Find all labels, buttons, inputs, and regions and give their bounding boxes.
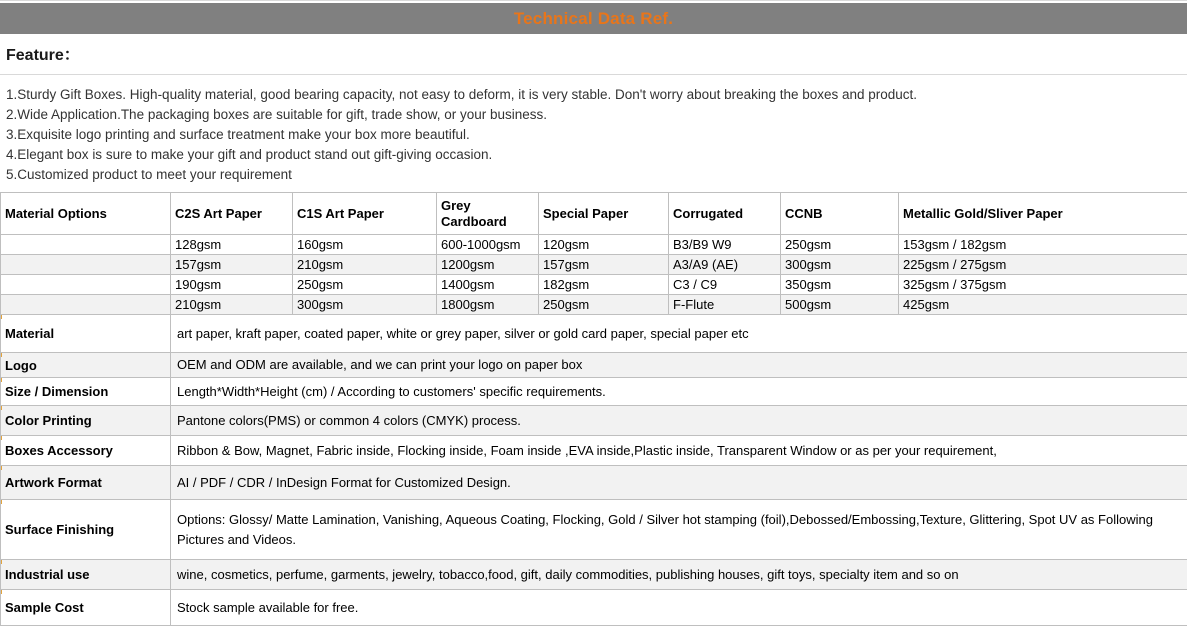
gsm-value-cell: 182gsm	[539, 275, 669, 295]
column-header: Special Paper	[539, 193, 669, 235]
detail-value: OEM and ODM are available, and we can print your logo on paper box	[171, 353, 1187, 378]
gsm-value-cell: 190gsm	[171, 275, 293, 295]
detail-value: wine, cosmetics, perfume, garments, jewelry, tobacco,food, gift, daily commodities, publishing houses, gift toys, specialty item and so on	[171, 560, 1187, 590]
gsm-value-cell: 210gsm	[171, 295, 293, 315]
detail-row	[1, 436, 1187, 466]
detail-label: Logo	[1, 353, 171, 378]
detail-row	[1, 353, 1187, 378]
row-spacer-cell	[1, 255, 171, 275]
column-header: CCNB	[781, 193, 899, 235]
feature-item: 5.Customized product to meet your requirement	[6, 165, 1179, 185]
detail-value: Stock sample available for free.	[171, 590, 1187, 626]
gsm-value-cell: 425gsm	[899, 295, 1187, 315]
gsm-row	[1, 275, 1187, 295]
spec-table-head	[1, 193, 1187, 235]
gsm-value-cell: 1400gsm	[437, 275, 539, 295]
feature-item: 4.Elegant box is sure to make your gift and product stand out gift-giving occasion.	[6, 145, 1179, 165]
column-header: C1S Art Paper	[293, 193, 437, 235]
detail-row	[1, 378, 1187, 406]
detail-row	[1, 500, 1187, 560]
row-spacer-cell	[1, 275, 171, 295]
detail-label: Material	[1, 315, 171, 353]
column-header: Grey Cardboard	[437, 193, 539, 235]
gsm-value-cell: 250gsm	[781, 235, 899, 255]
spec-table	[0, 192, 1187, 626]
gsm-row	[1, 255, 1187, 275]
gsm-value-cell: 1200gsm	[437, 255, 539, 275]
detail-row	[1, 560, 1187, 590]
gsm-value-cell: C3 / C9	[669, 275, 781, 295]
feature-list	[0, 75, 1187, 192]
column-header: Material Options	[1, 193, 171, 235]
feature-item: 1.Sturdy Gift Boxes. High-quality material, good bearing capacity, not easy to deform, it is very stable. Don't worry about breaking the boxes and product.	[6, 85, 1179, 105]
detail-label: Artwork Format	[1, 466, 171, 500]
detail-row	[1, 315, 1187, 353]
gsm-value-cell: 250gsm	[539, 295, 669, 315]
feature-item: 2.Wide Application.The packaging boxes are suitable for gift, trade show, or your business.	[6, 105, 1179, 125]
gsm-value-cell: 1800gsm	[437, 295, 539, 315]
feature-heading: Feature：	[0, 34, 1187, 75]
gsm-value-cell: 120gsm	[539, 235, 669, 255]
feature-item: 3.Exquisite logo printing and surface treatment make your box more beautiful.	[6, 125, 1179, 145]
detail-row	[1, 406, 1187, 436]
gsm-value-cell: 153gsm / 182gsm	[899, 235, 1187, 255]
gsm-value-cell: 157gsm	[539, 255, 669, 275]
row-spacer-cell	[1, 295, 171, 315]
gsm-value-cell: 300gsm	[781, 255, 899, 275]
gsm-value-cell: 325gsm / 375gsm	[899, 275, 1187, 295]
detail-row	[1, 590, 1187, 626]
row-spacer-cell	[1, 235, 171, 255]
detail-value: Options: Glossy/ Matte Lamination, Vanishing, Aqueous Coating, Flocking, Gold / Silver hot stamping (foil),Debossed/Embossing,Texture, Glittering, Spot UV as Following Pictures and Videos.	[171, 500, 1187, 560]
detail-value: Ribbon & Bow, Magnet, Fabric inside, Flocking inside, Foam inside ,EVA inside,Plastic inside, Transparent Window or as per your requirement,	[171, 436, 1187, 466]
column-header: Metallic Gold/Sliver Paper	[899, 193, 1187, 235]
detail-row	[1, 466, 1187, 500]
gsm-value-cell: 500gsm	[781, 295, 899, 315]
gsm-value-cell: 225gsm / 275gsm	[899, 255, 1187, 275]
gsm-value-cell: F-Flute	[669, 295, 781, 315]
detail-label: Size / Dimension	[1, 378, 171, 406]
detail-label: Sample Cost	[1, 590, 171, 626]
detail-label: Boxes Accessory	[1, 436, 171, 466]
column-header: C2S Art Paper	[171, 193, 293, 235]
gsm-row	[1, 295, 1187, 315]
detail-value: AI / PDF / CDR / InDesign Format for Customized Design.	[171, 466, 1187, 500]
detail-value: Length*Width*Height (cm) / According to customers' specific requirements.	[171, 378, 1187, 406]
gsm-value-cell: B3/B9 W9	[669, 235, 781, 255]
column-header: Corrugated	[669, 193, 781, 235]
gsm-value-cell: 300gsm	[293, 295, 437, 315]
page-title: Technical Data Ref.	[514, 9, 673, 28]
detail-label: Color Printing	[1, 406, 171, 436]
gsm-value-cell: 250gsm	[293, 275, 437, 295]
gsm-value-cell: 600-1000gsm	[437, 235, 539, 255]
detail-value: Pantone colors(PMS) or common 4 colors (CMYK) process.	[171, 406, 1187, 436]
gsm-row	[1, 235, 1187, 255]
detail-label: Surface Finishing	[1, 500, 171, 560]
gsm-value-cell: 210gsm	[293, 255, 437, 275]
table-header-row	[1, 193, 1187, 235]
detail-label: Industrial use	[1, 560, 171, 590]
gsm-value-cell: 157gsm	[171, 255, 293, 275]
detail-value: art paper, kraft paper, coated paper, white or grey paper, silver or gold card paper, special paper etc	[171, 315, 1187, 353]
spec-table-body	[1, 235, 1187, 626]
gsm-value-cell: 128gsm	[171, 235, 293, 255]
gsm-value-cell: 350gsm	[781, 275, 899, 295]
title-bar	[0, 3, 1187, 34]
gsm-value-cell: 160gsm	[293, 235, 437, 255]
gsm-value-cell: A3/A9 (AE)	[669, 255, 781, 275]
